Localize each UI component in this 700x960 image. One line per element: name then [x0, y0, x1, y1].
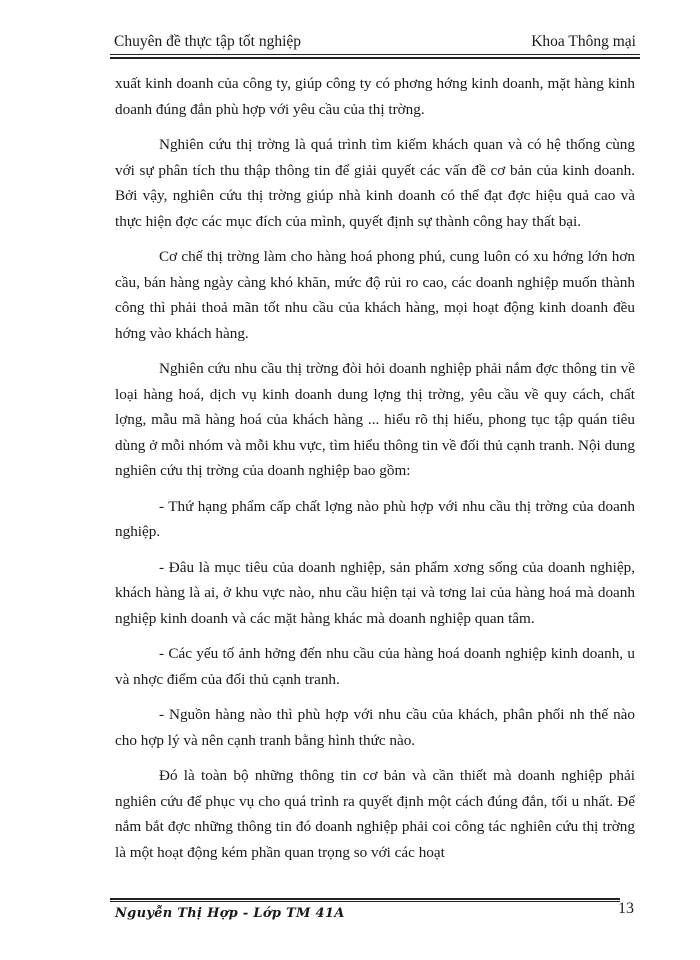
header-department: Khoa Thông mại [531, 33, 636, 50]
list-item: - Thứ hạng phẩm cấp chất lợng nào phù hợp với nhu cầu thị trờng của doanh nghiệp. [115, 497, 635, 540]
paragraph: Nghiên cứu nhu cầu thị trờng đòi hỏi doanh nghiệp phải nắm đợc thông tin về loại hàng hoá, dịch vụ kinh doanh dung lợng thị trờng, yêu cầu về quy cách, chất lợng, mẫu mã hàng hoá của khách hàng ... hiểu rõ thị hiếu, phong tục tập quán tiêu dùng ở mỗi nhóm và mỗi khu vực, tìm hiểu thông tin về đối thủ cạnh tranh. Nội dung nghiên cứu thị trờng của doanh nghiệp bao gồm: [115, 360, 635, 479]
list-item: - Đâu là mục tiêu của doanh nghiệp, sản phẩm xơng sống của doanh nghiệp, khách hàng là ai, ở khu vực nào, nhu cầu hiện tại và tơng lai của hàng hoá mà doanh nghiệp kinh doanh và các mặt hàng khác mà doanh nghiệp quan tâm. [115, 558, 635, 627]
footer-divider [110, 901, 620, 902]
footer-divider-thick [110, 898, 620, 900]
body-text [115, 71, 635, 875]
header-title: Chuyên đề thực tập tốt nghiệp [114, 33, 302, 50]
paragraph: Đó là toàn bộ những thông tin cơ bản và cần thiết mà doanh nghiệp phải nghiên cứu để phục vụ cho quá trình ra quyết định một cách đúng đắn, tối u nhất. Để nắm bắt đợc những thông tin đó doanh nghiệp phải coi công tác nghiên cứu thị trờng là một hoạt động kém phần quan trọng so với các hoạt [115, 767, 635, 861]
list-item: - Nguồn hàng nào thì phù hợp với nhu cầu của khách, phân phối nh thế nào cho hợp lý và nên cạnh tranh bằng hình thức nào. [115, 706, 635, 749]
header-divider-thick [110, 57, 640, 59]
page-number: 13 [618, 900, 634, 917]
footer-author: Nguyễn Thị Hợp - Lớp TM 41A [115, 906, 345, 921]
page-header [110, 32, 640, 54]
header-divider [110, 54, 640, 55]
paragraph: xuất kinh doanh của công ty, giúp công ty có phơng hớng kinh doanh, mặt hàng kinh doanh đúng đắn phù hợp với yêu cầu của thị trờng. [115, 75, 635, 118]
paragraph: Cơ chế thị trờng làm cho hàng hoá phong phú, cung luôn có xu hớng lớn hơn cầu, bán hàng ngày càng khó khăn, mức độ rủi ro cao, các doanh nghiệp muốn thành công thì phải thoả mãn tốt nhu cầu của khách hàng, mọi hoạt động kinh doanh đều hớng vào khách hàng. [115, 248, 635, 342]
paragraph: Nghiên cứu thị trờng là quá trình tìm kiếm khách quan và có hệ thống cùng với sự phân tích thu thập thông tin để giải quyết các vấn đề cơ bản của kinh doanh. Bởi vậy, nghiên cứu thị trờng giúp nhà kinh doanh có thể đạt đợc hiệu quả cao và thực hiện đợc các mục đích của mình, quyết định sự thành công hay thất bại. [115, 136, 635, 230]
list-item: - Các yếu tố ảnh hởng đến nhu cầu của hàng hoá doanh nghiệp kinh doanh, u và nhợc điểm của đối thủ cạnh tranh. [115, 645, 635, 688]
